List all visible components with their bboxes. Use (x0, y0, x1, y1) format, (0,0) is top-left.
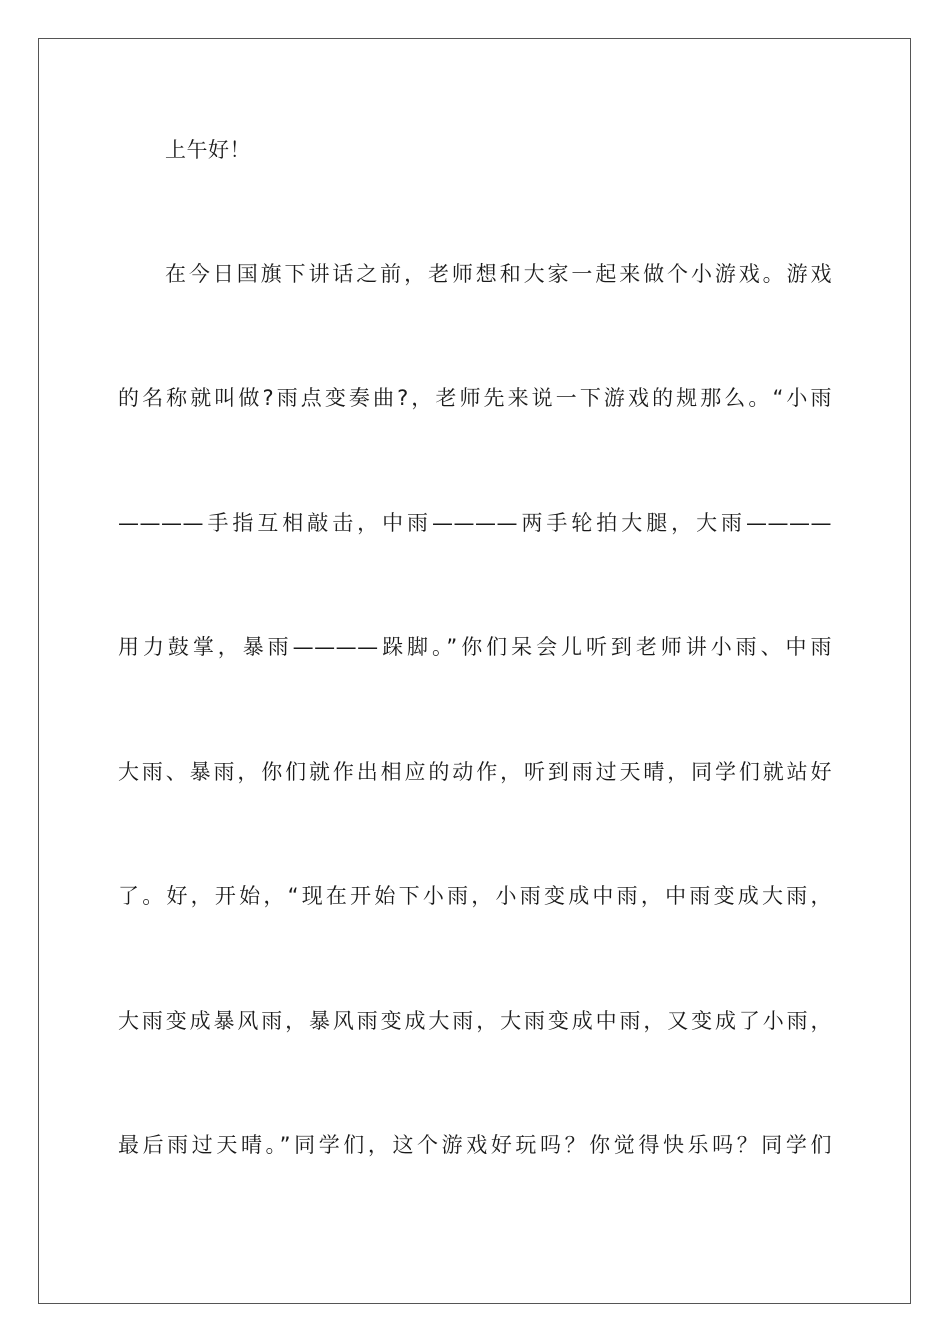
paragraph-line-2: 的名称就叫做?雨点变奏曲?，老师先来说一下游戏的规那么。“小雨 (118, 386, 832, 410)
paragraph-line-1: 在今日国旗下讲话之前，老师想和大家一起来做个小游戏。游戏 (165, 262, 832, 286)
paragraph-line-3: ————手指互相敲击，中雨————两手轮拍大腿，大雨———— (118, 511, 832, 535)
paragraph-line-6: 了。好，开始，“现在开始下小雨，小雨变成中雨，中雨变成大雨， (118, 884, 832, 908)
page-border (38, 38, 911, 1304)
paragraph-line-8: 最后雨过天晴。”同学们，这个游戏好玩吗？你觉得快乐吗？同学们 (118, 1133, 832, 1157)
paragraph-line-4: 用力鼓掌，暴雨————跺脚。”你们呆会儿听到老师讲小雨、中雨 (118, 635, 832, 659)
paragraph-line-5: 大雨、暴雨，你们就作出相应的动作，听到雨过天晴，同学们就站好 (118, 760, 832, 784)
paragraph-line-7: 大雨变成暴风雨，暴风雨变成大雨，大雨变成中雨，又变成了小雨， (118, 1009, 832, 1033)
greeting-line: 上午好！ (165, 138, 251, 162)
